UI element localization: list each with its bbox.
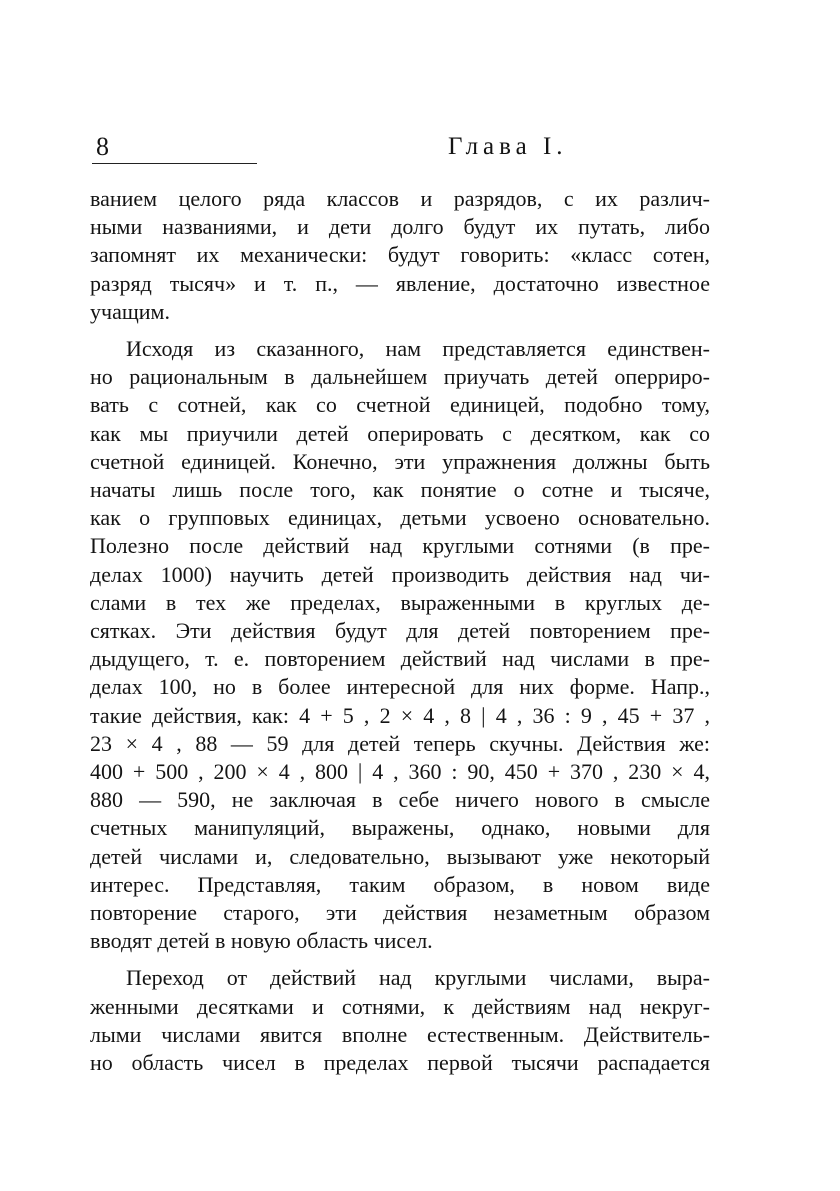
text-line: повторение старого, эти действия незаметным образом [90,900,710,926]
paragraph-2 [90,335,710,955]
paragraph-1 [90,185,710,326]
header-rule [92,163,257,164]
chapter-title: Глава I. [448,133,568,160]
text-line: интерес. Представляя, таким образом, в новом виде [90,871,710,897]
text-line: как о групповых единицах, детьми усвоено основательно. [90,505,710,531]
text-line: 880 — 590, не заключая в себе ничего нового в смысле [90,787,710,813]
body-text [90,185,710,1077]
text-line: как мы приучили детей оперировать с десятком, как со [90,420,710,446]
text-line: счетной единицей. Конечно, эти упражнения должны быть [90,448,710,474]
text-line: но область чисел в пределах первой тысячи распадается [90,1050,710,1076]
text-line: детей числами и, следовательно, вызывают уже некоторый [90,843,710,869]
text-line: слами в тех же пределах, выраженными в круглых де- [90,589,710,615]
text-line: делах 100, но в более интересной для них форме. Напр., [90,674,710,700]
text-line: Полезно после действий над круглыми сотнями (в пре- [90,533,710,559]
text-line: 400 + 500 , 200 × 4 , 800 | 4 , 360 : 90, 450 + 370 , 230 × 4, [90,759,710,785]
text-line: вводят детей в новую область чисел. [90,928,433,954]
text-line: такие действия, как: 4 + 5 , 2 × 4 , 8 | 4 , 36 : 9 , 45 + 37 , [90,702,710,728]
text-line: дыдущего, т. е. повторением действий над числами в пре- [90,646,710,672]
text-line: начаты лишь после того, как понятие о сотне и тысяче, [90,477,710,503]
text-line: ванием целого ряда классов и разрядов, с их различ- [90,186,710,211]
text-line: счетных манипуляций, выражены, однако, новыми для [90,815,710,841]
page-number: 8 [96,132,109,161]
text-line: Исходя из сказанного, нам представляется единствен- [126,336,710,362]
paragraph-3 [90,964,710,1077]
text-line: но рациональным в дальнейшем приучать детей оперриро- [90,364,710,390]
text-line: женными десятками и сотнями, к действиям над некруг- [90,993,710,1019]
text-line: вать с сотней, как со счетной единицей, подобно тому, [90,392,710,418]
text-line: Переход от действий над круглыми числами, выра- [126,965,710,991]
page-header [92,126,712,166]
text-line: запомнят их механически: будут говорить: «класс сотен, [90,242,710,268]
text-line: сятках. Эти действия будут для детей повторением пре- [90,618,710,644]
text-line: лыми числами явится вполне естественным. Действитель- [90,1021,710,1047]
text-line: 23 × 4 , 88 — 59 для детей теперь скучны. Действия же: [90,730,710,756]
text-line: делах 1000) научить детей производить действия над чи- [90,561,710,587]
text-line: ными названиями, и дети долго будут их путать, либо [90,214,710,240]
text-line: учащим. [90,298,170,324]
text-line: разряд тысяч» и т. п., — явление, достаточно известное [90,270,710,296]
